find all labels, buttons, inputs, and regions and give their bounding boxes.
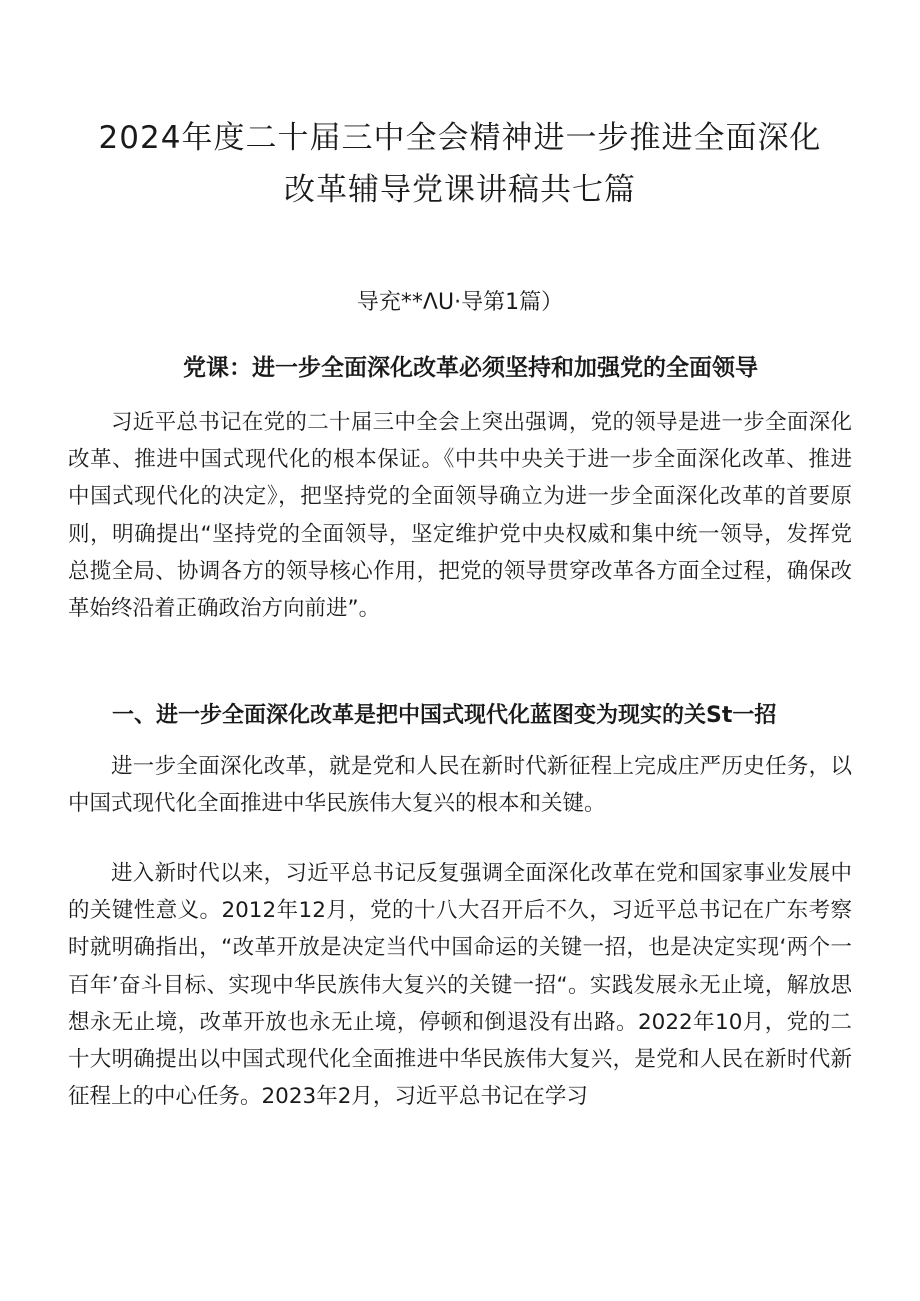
paragraph: 进一步全面深化改革，就是党和人民在新时代新征程上完成庄严历史任务，以中国式现代化全面推进中华民族伟大复兴的根本和关键。 <box>68 754 852 817</box>
title-line-2: 改革辅导党课讲稿共七篇 <box>284 172 636 208</box>
paragraph: 习近平总书记在党的二十届三中全会上突出强调，党的领导是进一步全面深化改革、推进中国式现代化的根本保证。《中共中央关于进一步全面深化改革、推进中国式现代化的决定》，把坚持党的全面领导确立为进一步全面深化改革的首要原则，明确提出“坚持党的全面领导，坚定维护党中央权威和集中统一领导，发挥党总揽全局、协调各方的领导核心作用，把党的领导贯穿改革各方面全过程，确保改革始终沿着正确政治方向前进”。 <box>68 410 852 622</box>
section-heading: 一、进一步全面深化改革是把中国式现代化蓝图变为现实的关St一招 <box>112 703 777 728</box>
lesson-title: 党课：进一步全面深化改革必须坚持和加强党的全面领导 <box>183 355 758 381</box>
document-title <box>60 112 860 216</box>
part-label: 导充**ΛU·导第1篇） <box>356 290 564 315</box>
title-line-1: 2024年度二十届三中全会精神进一步推进全面深化 <box>98 120 822 156</box>
paragraph: 进入新时代以来，习近平总书记反复强调全面深化改革在党和国家事业发展中的关键性意义。2012年12月，党的十八大召开后不久，习近平总书记在广东考察时就明确指出，“改革开放是决定当代中国命运的关键一招，也是决定实现‘两个一百年’奋斗目标、实现中华民族伟大复兴的关键一招“。实践发展永无止境，解放思想永无止境，改革开放也永无止境，停顿和倒退没有出路。2022年10月，党的二十大明确提出以中国式现代化全面推进中华民族伟大复兴，是党和人民在新时代新征程上的中心任务。2023年2月，习近平总书记在学习 <box>68 861 852 1110</box>
